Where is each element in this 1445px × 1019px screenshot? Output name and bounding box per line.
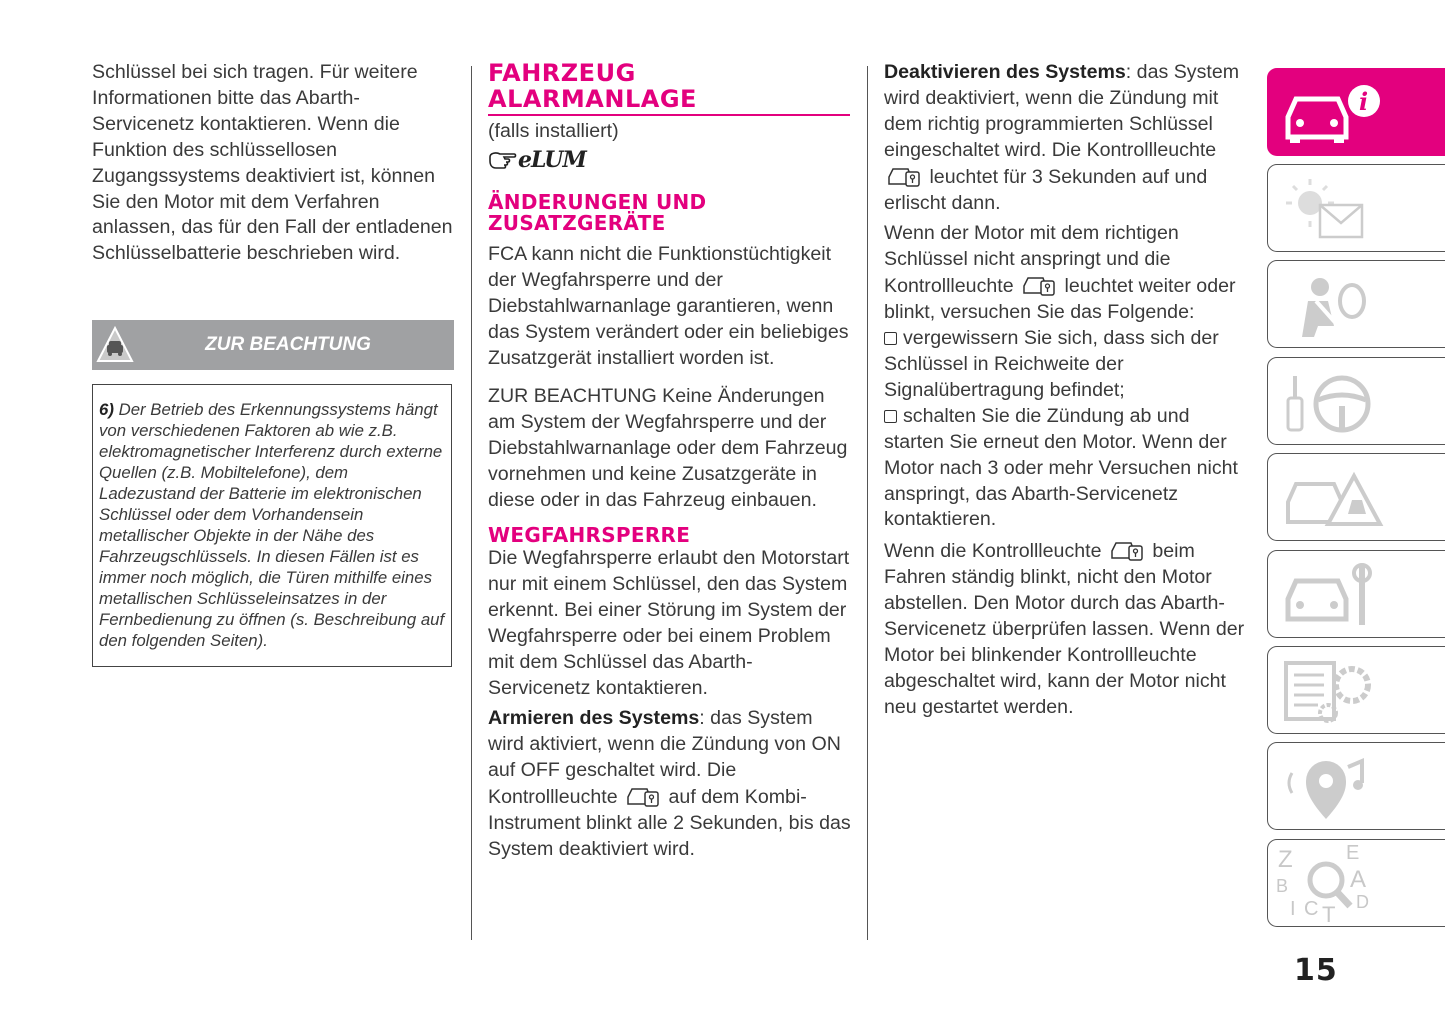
deactivate-paragraph	[884, 60, 1249, 216]
page-number: 15	[1294, 953, 1338, 988]
title-line-1: FAHRZEUG	[488, 59, 636, 87]
airbag-seat-icon	[1288, 271, 1398, 341]
svg-text:i: i	[1359, 87, 1369, 116]
index-letter: D	[1356, 892, 1369, 912]
note-number: 6)	[99, 400, 114, 419]
changes-paragraph: FCA kann nicht die Funktionstüchtigkeit der Wegfahrsperre und der Diebstahlwarnanlage garantieren, wenn das System verändert oder ein beliebiges Zusatzgerät installiert worden ist.	[488, 242, 849, 369]
arm-text-b: auf dem Kombi-Instrument blinkt alle 2 Sekunden, bis das System deaktiviert wird.	[488, 786, 851, 860]
blinking-text-b: beim Fahren ständig blinkt, nicht den Motor abstellen. Den Motor durch das Abarth-Servicenetz überprüfen lassen. Wenn der Motor bei blinkender Kontrollleuchte abgeschaltet wird, kann der Motor nicht neu gestartet werden.	[884, 540, 1245, 718]
changes-heading-line-2: ZUSATZGERÄTE	[488, 210, 666, 235]
tab-car-info[interactable]	[1267, 68, 1445, 156]
warning-note-box	[92, 384, 452, 667]
lights-message-icon	[1280, 175, 1390, 245]
elum-label: eLUM	[518, 146, 586, 173]
index-letter: C	[1304, 898, 1319, 920]
tab-technical-data[interactable]	[1267, 646, 1445, 734]
bullet-item	[884, 404, 1249, 534]
warning-header	[92, 320, 454, 370]
tab-multimedia[interactable]	[1267, 742, 1445, 830]
alarm-section-title	[488, 60, 850, 116]
index-letter: A	[1350, 866, 1367, 893]
index-letter: I	[1290, 898, 1296, 920]
tab-emergency[interactable]	[1267, 453, 1445, 541]
blinking-text-a: Wenn die Kontrollleuchte	[884, 540, 1102, 563]
warning-title: ZUR BEACHTUNG	[205, 334, 371, 355]
intro-paragraph: Schlüssel bei sich tragen. Für weitere Informationen bitte das Abarth-Servicenetz kontaktieren. Wenn die Funktion des schlüssellosen Zugangssystems deaktiviert ist, können Sie den Motor mit dem Verfahren anlassen, das für den Fall der entladenen Schlüsselbatterie beschrieben wird.	[92, 61, 453, 265]
column-2	[488, 60, 853, 863]
tab-starting-driving[interactable]	[1267, 357, 1445, 445]
tab-lights-messages[interactable]	[1267, 164, 1445, 252]
car-service-icon	[1282, 561, 1392, 631]
key-warning-light-icon	[625, 784, 661, 808]
arm-bold: Armieren des Systems	[488, 707, 700, 730]
note-text: Der Betrieb des Erkennungssystems hängt von verschiedenen Faktoren ab wie z.B. elektromagnetischer Interferenz durch externe Quellen (z.B. Mobiltelefone), dem Ladezustand der Batterie im elektronischen Schlüssel oder dem Vorhandensein metallischer Objekte in der Nähe des Fahrzeugschlüssels. In diesen Fällen ist es immer noch möglich, die Türen mithilfe eines metallischen Schlüsseleinsatzes in der Fernbedienung zu öffnen (s. Beschreibung auf den folgenden Seiten).	[99, 400, 445, 650]
deactivate-text-a: : das System wird deaktiviert, wenn die Zündung mit dem richtig programmierten Schlüssel eingeschaltet wird. Die Kontrollleuchte	[884, 61, 1240, 161]
hand-pointer-icon	[488, 147, 518, 171]
arm-paragraph	[488, 706, 853, 862]
multimedia-icon	[1286, 753, 1396, 823]
emergency-icon	[1282, 462, 1392, 532]
no-start-paragraph	[884, 221, 1249, 326]
title-note: (falls installiert)	[488, 120, 619, 142]
immobilizer-paragraph: Die Wegfahrsperre erlaubt den Motorstart nur mit einem Schlüssel, den das System erkennt. Bei einer Störung im System der Wegfahrsperre oder bei einem Problem mit dem Schlüssel das Abarth-Servicenetz kontaktieren.	[488, 546, 850, 699]
elum-badge	[488, 147, 853, 177]
column-3	[884, 60, 1249, 721]
index-letter: Z	[1278, 846, 1293, 873]
no-start-text-b: leuchtet weiter oder blinkt, versuchen Sie das Folgende:	[884, 275, 1236, 324]
tab-maintenance[interactable]	[1267, 550, 1445, 638]
bullet-item	[884, 326, 1249, 404]
bullet-2-text: schalten Sie die Zündung ab und starten Sie erneut den Motor. Wenn der Motor nach 3 oder mehr Versuchen nicht anspringt, das Abarth-Servicenetz kontaktieren.	[884, 404, 1238, 531]
checkbox-bullet-icon	[884, 332, 897, 345]
key-warning-light-icon	[1021, 273, 1057, 297]
blinking-paragraph	[884, 538, 1249, 720]
changes-heading-line-1: ÄNDERUNGEN UND	[488, 189, 707, 214]
tab-safety[interactable]	[1267, 260, 1445, 348]
changes-heading	[488, 189, 853, 235]
no-start-text-a: Wenn der Motor mit dem richtigen Schlüssel nicht anspringt und die Kontrollleuchte	[884, 222, 1179, 298]
index-letter: E	[1346, 842, 1360, 864]
deactivate-bold: Deaktivieren des Systems	[884, 61, 1126, 83]
arm-text-a: : das System wird aktiviert, wenn die Zündung von ON auf OFF geschaltet wird. Die Kontrollleuchte	[488, 707, 841, 809]
index-letter: T	[1322, 902, 1336, 927]
column-1	[92, 60, 457, 267]
key-warning-light-icon	[1109, 538, 1145, 562]
deactivate-text-b: leuchtet für 3 Sekunden auf und erlischt dann.	[884, 165, 1208, 214]
bullet-1-text: vergewissern Sie sich, dass sich der Schlüssel in Reichweite der Signalübertragung befindet;	[884, 327, 1219, 401]
changes-warning-paragraph: ZUR BEACHTUNG Keine Änderungen am System der Wegfahrsperre und der Diebstahlwarnanlage oder dem Fahrzeug vornehmen und keine Zusatzgeräte in diese oder in das Fahrzeug einbauen.	[488, 385, 848, 512]
key-warning-light-icon	[886, 164, 922, 188]
title-line-2: ALARMANLAGE	[488, 85, 697, 113]
column-divider	[471, 66, 472, 940]
column-divider	[867, 66, 868, 940]
car-info-icon	[1280, 77, 1390, 147]
tab-index[interactable]	[1267, 839, 1445, 927]
checkbox-bullet-icon	[884, 410, 897, 423]
specs-gear-icon	[1282, 657, 1392, 727]
key-steering-icon	[1282, 368, 1392, 438]
immobilizer-heading: WEGFAHRSPERRE	[488, 522, 691, 547]
index-letter: B	[1276, 876, 1289, 896]
